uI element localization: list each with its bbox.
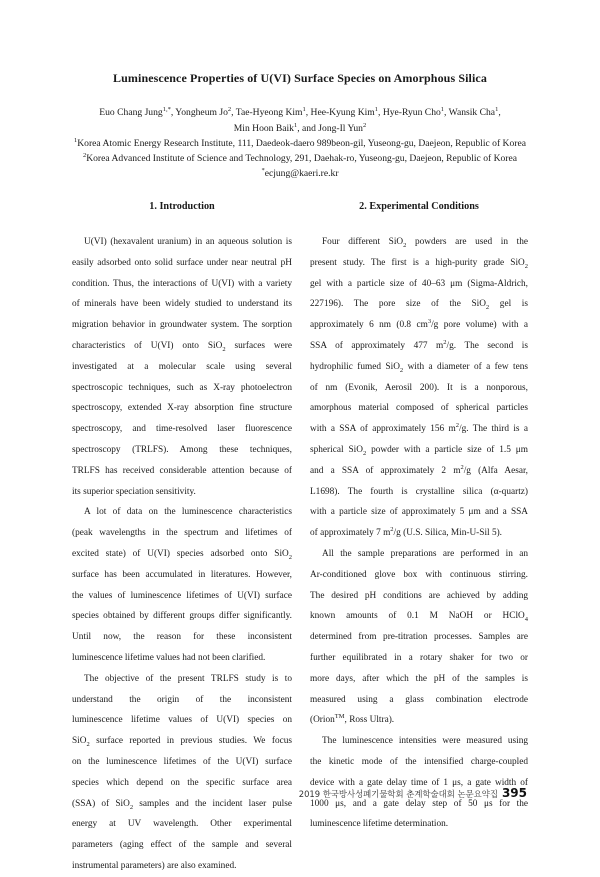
- text-line: All the sample preparations are performed in an: [322, 548, 528, 559]
- affiliation-text: Korea Atomic Energy Research Institute, 111, Daedeok-daero 989beon-gil, Yuseong-gu, Daejeon, Republic of Korea: [77, 138, 526, 149]
- author-affiliation-mark: 1: [440, 105, 445, 113]
- text-line: of nm (Evonik, Aerosil 200). It is a nonporous,: [310, 382, 528, 393]
- text-line: with a particle size of approximately 5 μm and a SSA: [310, 507, 528, 518]
- text-line: the values of luminescence lifetimes of U(VI) surface: [72, 590, 292, 601]
- text-line: condition. Thus, the interactions of U(VI) with a variety: [72, 278, 292, 289]
- text-line: Ar-conditioned glove box with continuous stirring.: [310, 569, 528, 580]
- text-line: more days, after which the pH of the samples is: [310, 673, 528, 684]
- text-line: amorphous material composed of spherical particles: [310, 403, 528, 414]
- text-line: (SSA) of SiO$_2$ samples and the incident laser pulse: [72, 798, 292, 811]
- text-line: and a SSA of approximately 2 $m^2/g$ (Alfa Aesar,: [310, 463, 528, 476]
- text-line: hydrophilic fumed SiO$_2$ with a diameter of a few tens: [310, 361, 528, 374]
- text-line: (Orion™, Ross Ultra).: [310, 713, 395, 726]
- text-line: U(VI) (hexavalent uranium) in an aqueous solution is: [84, 237, 292, 247]
- text-line: spectroscopic techniques, such as X-ray photoelectron: [72, 382, 292, 393]
- text-line: spectroscopy (TRLFS). Among these techniques,: [72, 444, 292, 455]
- page-number: 395: [501, 786, 527, 800]
- author-name: Tae-Hyeong Kim: [235, 107, 303, 118]
- author-affiliation-mark: 1: [495, 105, 499, 113]
- text-line: Four different SiO$_2$ powders are used in the: [322, 237, 528, 249]
- author-name: Jong-Il Yun: [318, 123, 363, 134]
- text-line: Until now, the reason for these inconsistent: [72, 632, 292, 643]
- text-line: SSA of approximately 477 $m^2/g$. The second is: [310, 338, 528, 351]
- text-line: The desired pH conditions are achieved by adding: [310, 590, 528, 601]
- proceedings-title: 2019 한국방사성폐기물학회 춘계학술대회 논문요약집: [298, 789, 498, 799]
- column-left: [72, 196, 292, 877]
- author-name: Hye-Ryun Cho: [382, 107, 441, 118]
- text-line: its superior speciation sensitivity.: [72, 486, 196, 497]
- text-line: 1000 μs, and a gate delay step of 50 μs for the: [310, 798, 528, 809]
- section-heading-introduction: 1. Introduction: [149, 201, 215, 212]
- author-line-2: Min Hoon Baik$^1$, and Jong-Il Yun$^2$: [233, 121, 367, 134]
- author-affiliation-mark: 2: [227, 105, 232, 113]
- author-name: Hee-Kyung Kim: [310, 107, 375, 118]
- author-affiliation-mark: 2: [362, 121, 367, 129]
- text-line: easily adsorbed onto solid surface under near neutral pH: [72, 257, 292, 268]
- text-line: species obtained by different groups differ significantly.: [72, 611, 292, 622]
- affiliation-mark: 1: [74, 136, 78, 144]
- text-line: spherical SiO$_2$ powder with a particle size of 1.5 μm: [310, 444, 528, 457]
- author-affiliation-mark: 1: [302, 105, 306, 113]
- author-affiliation-mark: 1: [293, 121, 298, 129]
- column-right: [310, 196, 528, 835]
- affiliation-text: Korea Advanced Institute of Science and Technology, 291, Daehak-ro, Yuseong-gu, Daejeon, Republic of Korea: [86, 153, 518, 164]
- section-heading-experimental: 2. Experimental Conditions: [359, 201, 479, 212]
- text-line: species which depend on the specific surface area: [72, 777, 292, 788]
- text-line: determined from pre-titration processes. Samples are: [310, 632, 528, 643]
- author-affiliation-mark: 1,*: [162, 105, 171, 113]
- text-line: present study. The first is a high-purity grade SiO$_2$: [310, 257, 528, 270]
- text-line: of approximately 7 $m^2/g$ (U.S. Silica, Min-U-Sil 5).: [310, 526, 503, 539]
- text-line: spectroscopy, extended X-ray absorption fine structure: [72, 403, 292, 414]
- author-affiliation-mark: 1: [374, 105, 379, 113]
- text-line: The objective of the present TRLFS study is to: [84, 673, 292, 684]
- text-line: of minerals have been widely studied to understand its: [72, 299, 292, 310]
- affiliation: [40, 166, 560, 181]
- text-line: excited state) of U(VI) species adsorbed onto SiO$_2$: [72, 548, 292, 561]
- text-line: luminescence lifetime values had not been clarified.: [72, 652, 266, 663]
- text-line: energy at UV wavelength. Other experimental: [72, 819, 292, 830]
- text-line: gel with a particle size of 40–63 μm (Sigma-Aldrich,: [310, 278, 528, 289]
- text-line: instrumental parameters) are also examined.: [72, 860, 237, 871]
- affiliation-mark: 2: [82, 151, 87, 159]
- author-line-1: Euo Chang Jung$^{1,*}$, Yongheum Jo$^2$, Tae-Hyeong Kim$^1$, Hee-Kyung Kim$^1$, Hye-Ryun Cho$^1$, Wansik Cha$^1$,: [99, 105, 501, 118]
- text-line: surface has been accumulated in literatures. However,: [72, 569, 292, 580]
- text-line: (peak wavelengths in the spectrum and lifetimes of: [72, 528, 292, 539]
- text-line: migration behavior in groundwater system. The sorption: [72, 320, 292, 331]
- affiliation-list: [40, 136, 560, 181]
- text-line: TRLFS has received considerable attention because of: [72, 465, 292, 476]
- text-line: luminescence lifetime values of U(VI) species on: [72, 715, 292, 726]
- text-line: luminescence lifetime determination.: [310, 819, 449, 830]
- affiliation: [40, 136, 560, 151]
- text-line: further equilibrated in a rotary shaker for two or: [310, 652, 528, 663]
- author-name: Yongheum Jo: [175, 107, 228, 118]
- text-line: with a SSA of approximately 156 $m^2/g$. The third is a: [310, 422, 528, 435]
- text-line: A lot of data on the luminescence characteristics: [84, 507, 292, 518]
- text-line: parameters (aging effect of the sample and several: [72, 840, 292, 851]
- affiliation-mark: *: [261, 166, 265, 174]
- text-line: understand the origin of the inconsistent: [72, 694, 292, 705]
- text-line: The luminescence intensities were measured using: [322, 736, 528, 747]
- text-line: L1698). The fourth is crystalline silica (α-quartz): [310, 486, 528, 497]
- text-line: characteristics of U(VI) onto SiO$_2$ surfaces were: [72, 340, 292, 353]
- section-body-experimental: [310, 232, 528, 835]
- text-line: spectroscopy, and time-resolved laser fluorescence: [72, 424, 292, 435]
- author-list: [40, 105, 560, 137]
- affiliation-text: ecjung@kaeri.re.kr: [264, 168, 339, 179]
- author-name: Euo Chang Jung: [99, 107, 163, 118]
- text-line: investigated at a molecular scale using several: [72, 361, 292, 372]
- affiliation: [40, 151, 560, 166]
- text-line: known amounts of 0.1 M NaOH or HClO$_4$: [310, 611, 528, 624]
- text-line: SiO$_2$ surface reported in previous studies. We focus: [72, 736, 292, 748]
- author-name: Wansik Cha: [448, 107, 496, 118]
- paper-title: Luminescence Properties of U(VI) Surface Species on Amorphous Silica: [113, 71, 487, 85]
- text-line: the kinetic mode of the intensified charge-coupled: [310, 756, 528, 767]
- page-footer: [299, 786, 527, 800]
- text-line: 227196). The pore size of the SiO$_2$ gel is: [310, 299, 528, 312]
- text-line: approximately 6 nm (0.8 $cm^3/g$ pore volume) with a: [310, 318, 528, 331]
- section-body-introduction: [72, 232, 292, 877]
- text-line: device with a gate delay time of 1 μs, a gate width of: [310, 777, 528, 788]
- author-name: Min Hoon Baik: [233, 123, 294, 134]
- text-line: measured using a glass combination electrode: [310, 694, 528, 705]
- text-line: on the luminescence lifetimes of the U(VI) surface: [72, 756, 292, 767]
